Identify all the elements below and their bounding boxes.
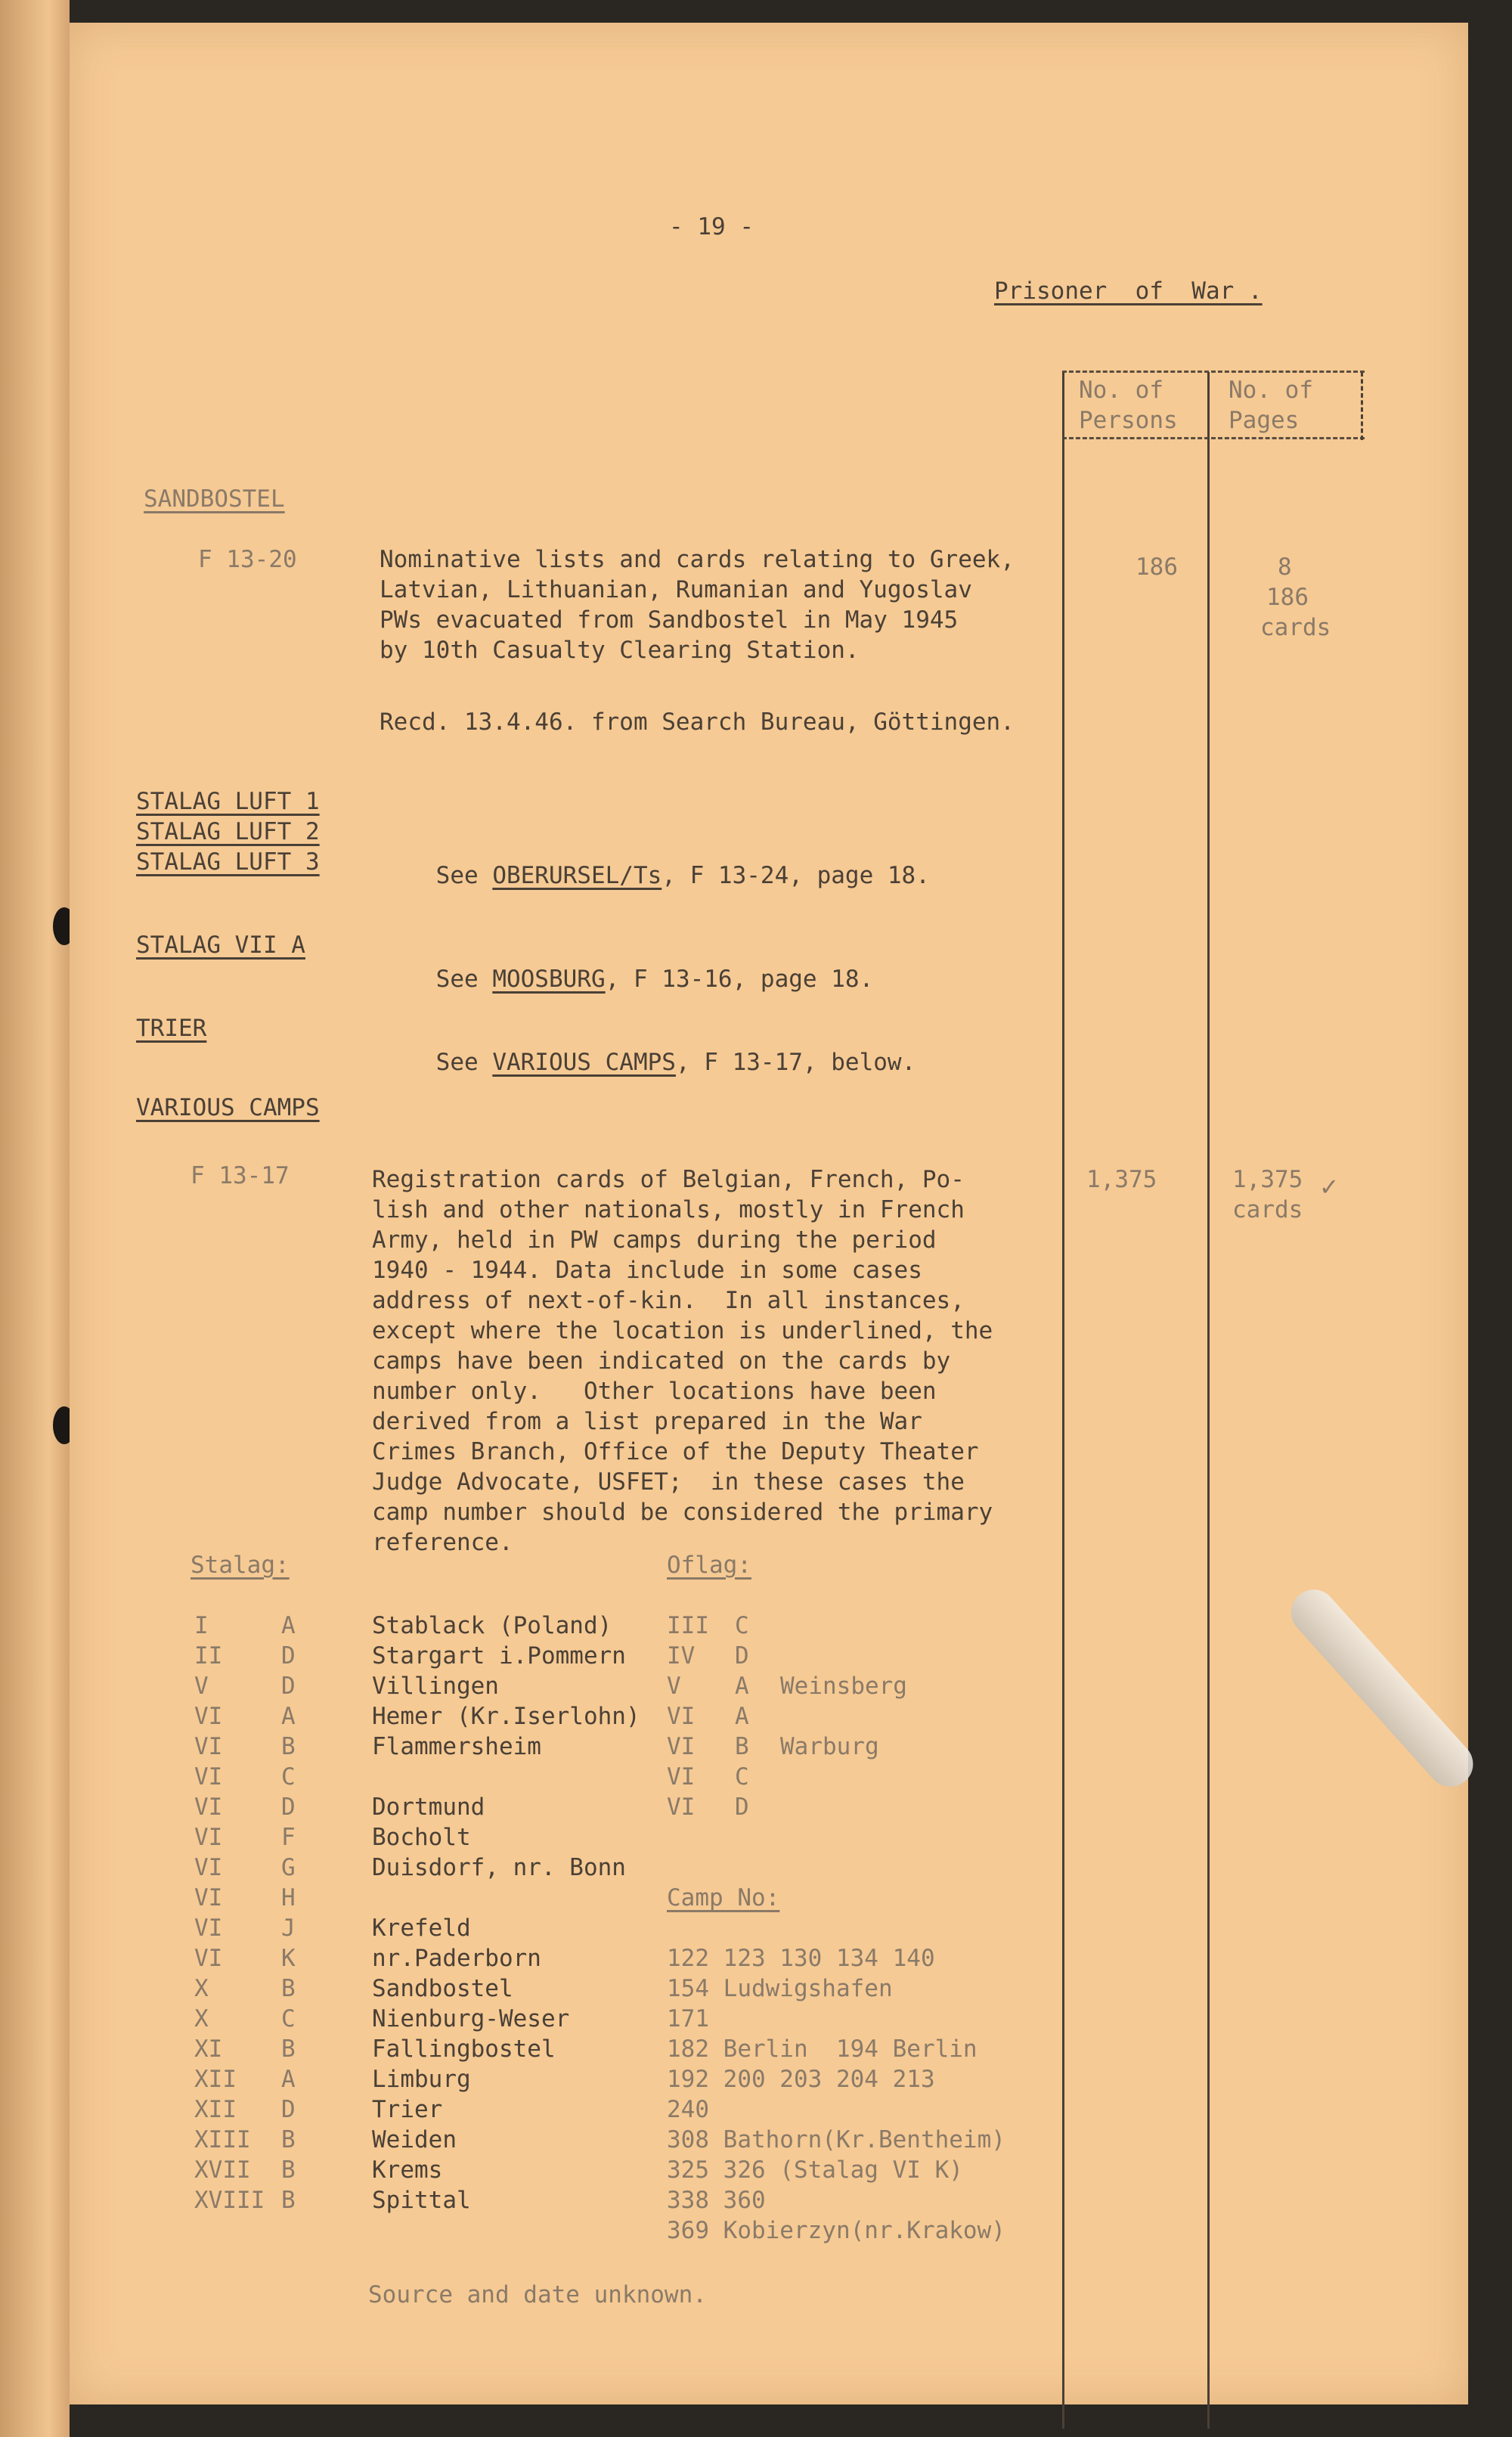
stalag-letter: D bbox=[281, 1673, 296, 1700]
stalag-place: Dortmund bbox=[372, 1794, 485, 1821]
oflag-place: Weinsberg bbox=[780, 1673, 907, 1700]
various-desc-line: address of next-of-kin. In all instances, bbox=[372, 1287, 965, 1314]
camp-no-row: 154 Ludwigshafen bbox=[667, 1975, 893, 2002]
stalag-letter: G bbox=[281, 1854, 296, 1881]
oflag-number: V bbox=[667, 1673, 681, 1700]
sandbostel-received: Recd. 13.4.46. from Search Bureau, Göttingen. bbox=[380, 708, 1015, 736]
heading-trier: TRIER bbox=[136, 1015, 207, 1042]
camp-no-row: 192 200 203 204 213 bbox=[667, 2066, 935, 2093]
sandbostel-desc-3: PWs evacuated from Sandbostel in May 1945 bbox=[380, 606, 959, 634]
see-various-camps: VARIOUS CAMPS bbox=[492, 1049, 676, 1076]
stalag-place: nr.Paderborn bbox=[372, 1945, 541, 1972]
various-desc-line: camps have been indicated on the cards by bbox=[372, 1347, 951, 1375]
stalag-letter: J bbox=[281, 1915, 296, 1942]
heading-stalag-luft-2: STALAG LUFT 2 bbox=[136, 818, 320, 845]
footer-note: Source and date unknown. bbox=[368, 2281, 707, 2308]
sandbostel-pages-2: 186 bbox=[1266, 584, 1309, 611]
stalag-number: VI bbox=[194, 1703, 223, 1730]
stalag-letter: D bbox=[281, 1642, 296, 1670]
various-desc-line: Army, held in PW camps during the period bbox=[372, 1226, 937, 1254]
sandbostel-desc-1: Nominative lists and cards relating to Greek, bbox=[380, 546, 1015, 573]
camp-no-row: 338 360 bbox=[667, 2187, 766, 2214]
document-page bbox=[70, 23, 1468, 2404]
stalag-number: VI bbox=[194, 1763, 223, 1791]
oflag-letter: A bbox=[735, 1703, 749, 1730]
various-pages-1: 1,375 bbox=[1232, 1166, 1303, 1193]
stalag-place: Bocholt bbox=[372, 1824, 471, 1851]
stalag-heading: Stalag: bbox=[191, 1552, 290, 1579]
stalag-letter: H bbox=[281, 1884, 296, 1911]
sandbostel-desc-4: by 10th Casualty Clearing Station. bbox=[380, 637, 860, 664]
various-desc-line: except where the location is underlined, the bbox=[372, 1317, 993, 1344]
oflag-letter: B bbox=[735, 1733, 749, 1760]
sandbostel-pages-3: cards bbox=[1260, 614, 1331, 641]
stalag-place: Krefeld bbox=[372, 1915, 471, 1942]
oflag-number: VI bbox=[667, 1703, 696, 1730]
stalag-letter: C bbox=[281, 1763, 296, 1791]
stalag-number: X bbox=[194, 1975, 209, 2002]
stalag-number: XI bbox=[194, 2035, 223, 2063]
column-rule-left bbox=[1062, 372, 1064, 2429]
section-title: Prisoner of War . bbox=[994, 277, 1263, 305]
various-desc-line: Judge Advocate, USFET; in these cases the bbox=[372, 1468, 965, 1496]
various-desc-line: number only. Other locations have been bbox=[372, 1378, 937, 1405]
oflag-place: Warburg bbox=[780, 1733, 879, 1760]
ref-f-13-20: F 13-20 bbox=[198, 546, 297, 573]
oflag-letter: D bbox=[735, 1794, 749, 1821]
oflag-letter: C bbox=[735, 1763, 749, 1791]
oflag-letter: D bbox=[735, 1642, 749, 1670]
various-desc-line: 1940 - 1944. Data include in some cases bbox=[372, 1257, 922, 1284]
stalag-letter: B bbox=[281, 1733, 296, 1760]
camp-no-row: 240 bbox=[667, 2096, 709, 2123]
oflag-number: IV bbox=[667, 1642, 696, 1670]
oflag-number: VI bbox=[667, 1794, 696, 1821]
various-pages-2: cards bbox=[1232, 1196, 1303, 1223]
stalag-number: V bbox=[194, 1673, 209, 1700]
stalag-place: Flammersheim bbox=[372, 1733, 541, 1760]
various-persons: 1,375 bbox=[1086, 1166, 1157, 1193]
ref-f-13-17: F 13-17 bbox=[191, 1162, 290, 1189]
sandbostel-pages-1: 8 bbox=[1278, 553, 1292, 581]
stalag-letter: F bbox=[281, 1824, 296, 1851]
stalag-vii-a-see: See MOOSBURG, F 13-16, page 18. bbox=[435, 966, 874, 993]
heading-stalag-vii-a: STALAG VII A bbox=[136, 932, 305, 959]
heading-stalag-luft-3: STALAG LUFT 3 bbox=[136, 848, 320, 876]
trier-see: See VARIOUS CAMPS, F 13-17, below. bbox=[435, 1049, 916, 1076]
oflag-number: VI bbox=[667, 1733, 696, 1760]
stalag-place: Krems bbox=[372, 2156, 443, 2184]
stalag-letter: C bbox=[281, 2005, 296, 2032]
stalag-letter: D bbox=[281, 2096, 296, 2123]
col-persons-line1: No. of bbox=[1079, 377, 1163, 404]
stalag-number: VI bbox=[194, 1884, 223, 1911]
various-desc-line: Crimes Branch, Office of the Deputy Theater bbox=[372, 1438, 979, 1465]
stalag-number: II bbox=[194, 1642, 223, 1670]
stalag-place: Hemer (Kr.Iserlohn) bbox=[372, 1703, 640, 1730]
heading-various-camps: VARIOUS CAMPS bbox=[136, 1094, 320, 1121]
various-desc-line: reference. bbox=[372, 1529, 513, 1556]
stalag-letter: D bbox=[281, 1794, 296, 1821]
stalag-letter: B bbox=[281, 2035, 296, 2063]
stalag-number: XVIII bbox=[194, 2187, 265, 2214]
stalag-number: X bbox=[194, 2005, 209, 2032]
camp-no-row: 122 123 130 134 140 bbox=[667, 1945, 935, 1972]
stalag-number: VI bbox=[194, 1854, 223, 1881]
sandbostel-persons: 186 bbox=[1136, 553, 1178, 581]
sandbostel-desc-2: Latvian, Lithuanian, Rumanian and Yugoslav bbox=[380, 576, 972, 603]
col-persons-line2: Persons bbox=[1079, 407, 1178, 434]
various-desc-line: derived from a list prepared in the War bbox=[372, 1408, 922, 1435]
oflag-heading: Oflag: bbox=[667, 1552, 751, 1579]
stalag-place: Limburg bbox=[372, 2066, 471, 2093]
stalag-letter: A bbox=[281, 1703, 296, 1730]
stalag-letter: B bbox=[281, 2156, 296, 2184]
stalag-place: Stargart i.Pommern bbox=[372, 1642, 626, 1670]
heading-sandbostel: SANDBOSTEL bbox=[144, 485, 285, 513]
stalag-place: Villingen bbox=[372, 1673, 499, 1700]
heading-stalag-luft-1: STALAG LUFT 1 bbox=[136, 788, 320, 815]
camp-no-heading: Camp No: bbox=[667, 1884, 780, 1911]
stalag-place: Trier bbox=[372, 2096, 443, 2123]
stalag-place: Sandbostel bbox=[372, 1975, 513, 2002]
stalag-place: Nienburg-Weser bbox=[372, 2005, 570, 2032]
column-rule-right bbox=[1361, 372, 1363, 440]
camp-no-row: 308 Bathorn(Kr.Bentheim) bbox=[667, 2126, 1005, 2153]
stalag-letter: A bbox=[281, 1612, 296, 1639]
camp-no-row: 182 Berlin 194 Berlin bbox=[667, 2035, 978, 2063]
stalag-place: Stablack (Poland) bbox=[372, 1612, 612, 1639]
see-moosburg: MOOSBURG bbox=[492, 966, 606, 993]
oflag-letter: A bbox=[735, 1673, 749, 1700]
camp-no-row: 171 bbox=[667, 2005, 709, 2032]
stalag-number: VI bbox=[194, 1794, 223, 1821]
col-pages-line1: No. of bbox=[1228, 377, 1313, 404]
camp-no-row: 369 Kobierzyn(nr.Krakow) bbox=[667, 2217, 1005, 2244]
oflag-letter: C bbox=[735, 1612, 749, 1639]
stalag-number: XIII bbox=[194, 2126, 251, 2153]
stalag-number: I bbox=[194, 1612, 209, 1639]
stalag-luft-see: See OBERURSEL/Ts, F 13-24, page 18. bbox=[435, 862, 930, 889]
check-mark: ✓ bbox=[1321, 1171, 1337, 1202]
stalag-letter: B bbox=[281, 1975, 296, 2002]
stalag-number: VI bbox=[194, 1915, 223, 1942]
stalag-place: Weiden bbox=[372, 2126, 457, 2153]
various-desc-line: lish and other nationals, mostly in French bbox=[372, 1196, 965, 1223]
stalag-number: XII bbox=[194, 2066, 237, 2093]
oflag-number: VI bbox=[667, 1763, 696, 1791]
page-number: - 19 - bbox=[669, 213, 754, 240]
stalag-letter: B bbox=[281, 2126, 296, 2153]
stalag-number: VI bbox=[194, 1824, 223, 1851]
camp-no-row: 325 326 (Stalag VI K) bbox=[667, 2156, 963, 2184]
stalag-letter: A bbox=[281, 2066, 296, 2093]
stalag-place: Spittal bbox=[372, 2187, 471, 2214]
see-oberursel: OBERURSEL/Ts bbox=[492, 862, 662, 889]
oflag-number: III bbox=[667, 1612, 709, 1639]
column-rule-middle bbox=[1207, 372, 1210, 2429]
stalag-number: VI bbox=[194, 1733, 223, 1760]
stalag-place: Fallingbostel bbox=[372, 2035, 556, 2063]
stalag-letter: K bbox=[281, 1945, 296, 1972]
various-desc-line: camp number should be considered the primary bbox=[372, 1499, 993, 1526]
stalag-number: XII bbox=[194, 2096, 237, 2123]
stalag-place: Duisdorf, nr. Bonn bbox=[372, 1854, 626, 1881]
facing-page-edge bbox=[0, 0, 70, 2437]
stalag-number: XVII bbox=[194, 2156, 251, 2184]
various-desc-line: Registration cards of Belgian, French, Po- bbox=[372, 1166, 965, 1193]
stalag-number: VI bbox=[194, 1945, 223, 1972]
col-pages-line2: Pages bbox=[1228, 407, 1300, 434]
stalag-letter: B bbox=[281, 2187, 296, 2214]
